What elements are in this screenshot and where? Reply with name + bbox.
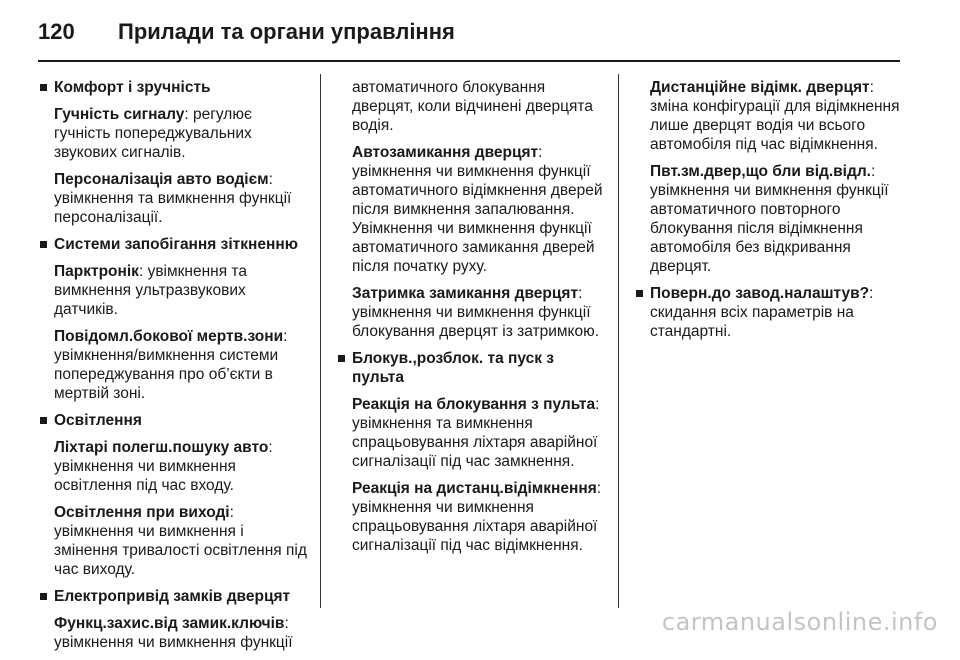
item-text: : увімкнення чи вимкнення функції блокування дверцят із затримкою.	[352, 285, 600, 340]
item-auto-lock	[352, 143, 610, 276]
section-title: Блокув.,розблок. та пуск з пульта	[352, 350, 554, 386]
column-2	[338, 78, 610, 563]
section-remote	[338, 349, 610, 555]
item-term: Ліхтарі полегш.пошуку авто	[54, 439, 269, 456]
section-comfort	[40, 78, 310, 227]
column-1	[40, 78, 310, 660]
item-text: : увімкнення та вимкнення спрацьовування ліхтаря аварійної сигналізації під час замкнення.	[352, 396, 600, 470]
item-remote-unlock-feedback	[352, 479, 610, 555]
item-text: : увімкнення чи вимкнення функції автоматичного відімкнення дверей після вимкнення запалювання. Увімкнення чи вимкнення функції автоматичного замикання дверей після початку руху.	[352, 144, 603, 275]
item-text: : увімкнення чи вимкнення функції автоматичного повторного блокування після відімкнення автомобіля без відкривання дверцят.	[650, 163, 889, 275]
bullet-square-icon	[636, 290, 643, 297]
item-term: Повідомл.бокової мертв.зони	[54, 328, 284, 345]
bullet-square-icon	[40, 593, 47, 600]
bullet-square-icon	[40, 84, 47, 91]
item-term: Реакція на дистанц.відімкнення	[352, 480, 597, 497]
item-key-lockout	[54, 614, 310, 652]
section-title: Електропривід замків дверцят	[54, 588, 291, 605]
item-personalization	[54, 170, 310, 227]
column-divider-2	[618, 74, 619, 608]
bullet-square-icon	[40, 241, 47, 248]
section-collision	[40, 235, 310, 403]
watermark: carmanualsonline.info	[661, 608, 938, 636]
item-text: : увімкнення та вимкнення функції персоналізації.	[54, 171, 292, 226]
item-auto-relock	[650, 162, 906, 276]
item-blind-spot	[54, 327, 310, 403]
item-text: : увімкнення чи вимкнення і змінення тривалості освітлення під час виходу.	[54, 504, 307, 578]
page-number: 120	[38, 19, 75, 44]
item-text: : увімкнення та вимкнення ультразвукових датчиків.	[54, 263, 247, 318]
item-term: Пвт.зм.двер,що бли від.відл.	[650, 163, 871, 180]
item-factory-reset	[650, 284, 906, 341]
item-exit-lighting	[54, 503, 310, 579]
column-3	[636, 78, 906, 349]
section-title: Поверн.до завод.налаштув?	[650, 285, 870, 302]
item-text: : скидання всіх параметрів на стандартні.	[650, 285, 874, 340]
section-lighting	[40, 411, 310, 579]
section-title: Освітлення	[54, 412, 142, 429]
bullet-square-icon	[40, 417, 47, 424]
item-remote-lock-feedback	[352, 395, 610, 471]
header-rule	[38, 60, 900, 62]
item-text: : увімкнення чи вимкнення освітлення під час входу.	[54, 439, 273, 494]
continued-text: автоматичного блокування дверцят, коли відчинені дверцята водія.	[352, 79, 593, 134]
page-header	[38, 12, 455, 52]
column-divider-1	[320, 74, 321, 608]
item-text: : увімкнення чи вимкнення функції	[54, 615, 293, 651]
item-text: : зміна конфігурації для відімкнення лише дверцят водія чи всього автомобіля під час відімкнення.	[650, 79, 900, 153]
item-term: Функц.захис.від замик.ключів	[54, 615, 285, 632]
item-term: Реакція на блокування з пульта	[352, 396, 596, 413]
section-title: Комфорт і зручність	[54, 79, 211, 96]
item-signal-volume	[54, 105, 310, 162]
item-parktronic	[54, 262, 310, 319]
section-door-locks	[40, 587, 310, 652]
bullet-square-icon	[338, 355, 345, 362]
item-term: Затримка замикання дверцят	[352, 285, 579, 302]
section-factory-reset	[636, 284, 906, 341]
item-delayed-lock	[352, 284, 610, 341]
item-remote-door-unlock	[650, 78, 906, 154]
item-term: Персоналізація авто водієм	[54, 171, 269, 188]
item-locator-lights	[54, 438, 310, 495]
item-term: Дистанційне відімк. дверцят	[650, 79, 870, 96]
item-term: Парктронік	[54, 263, 139, 280]
item-text: : увімкнення чи вимкнення спрацьовування ліхтаря аварійної сигналізації під час відімкнення.	[352, 480, 602, 554]
item-text: : увімкнення/вимкнення системи попереджування про об’єкти в мертвій зоні.	[54, 328, 288, 402]
item-term: Гучність сигналу	[54, 106, 185, 123]
item-term: Освітлення при виході	[54, 504, 230, 521]
page-title: Прилади та органи управління	[118, 19, 455, 44]
item-term: Автозамикання дверцят	[352, 144, 539, 161]
section-title: Системи запобігання зіткненню	[54, 236, 298, 253]
item-text: : регулює гучність попереджувальних звукових сигналів.	[54, 106, 252, 161]
